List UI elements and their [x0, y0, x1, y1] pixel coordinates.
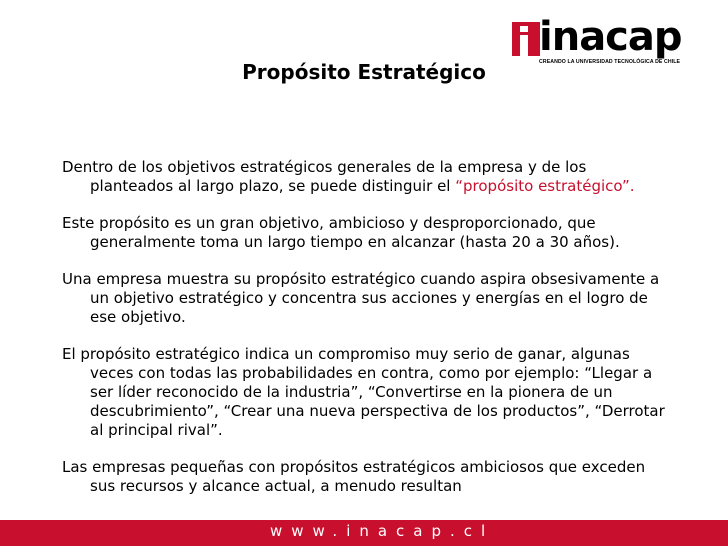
paragraph-1-text: Dentro de los objetivos estratégicos generales de la empresa y de los planteados al largo plazo, se puede distinguir el [62, 158, 587, 195]
proposito-highlight: “propósito estratégico”. [455, 177, 635, 195]
paragraph-1 [62, 158, 672, 196]
slide-body [62, 158, 672, 514]
paragraph-2: Este propósito es un gran objetivo, ambicioso y desproporcionado, que generalmente toma un largo tiempo en alcanzar (hasta 20 a 30 años). [62, 214, 620, 251]
paragraph-3: Una empresa muestra su propósito estratégico cuando aspira obsesivamente a un objetivo estratégico y concentra sus acciones y energías en el logro de ese objetivo. [62, 270, 660, 326]
logo-wordmark: inacap [539, 14, 682, 60]
footer-url: www.inacap.cl [270, 522, 495, 540]
paragraph-5: Las empresas pequeñas con propósitos estratégicos ambiciosos que exceden sus recursos y alcance actual, a menudo resultan [62, 458, 646, 495]
slide-title: Propósito Estratégico [242, 60, 486, 84]
inacap-logo-mark [512, 22, 540, 56]
paragraph-4: El propósito estratégico indica un compromiso muy serio de ganar, algunas veces con todas las probabilidades en contra, como por ejemplo: “Llegar a ser líder reconocido de la industria”, “Convertirse en la pionera de un descubrimiento”, “Crear una nueva perspectiva de los productos”, “Derrotar al principal rival”. [62, 345, 665, 439]
logo-tagline: CREANDO LA UNIVERSIDAD TECNOLÓGICA DE CHILE [539, 59, 681, 65]
